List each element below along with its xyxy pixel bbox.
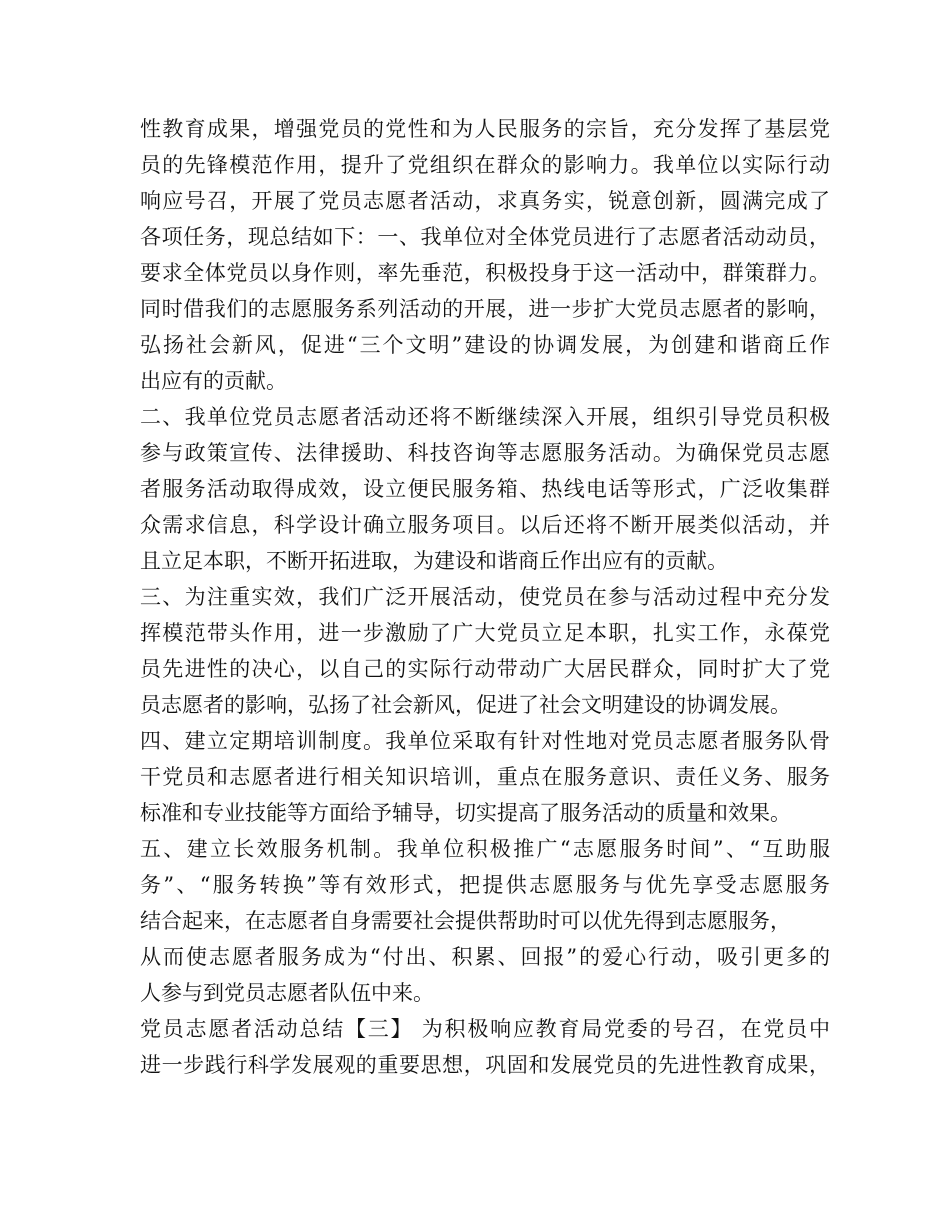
- text-line: 各项任务，现总结如下：一、我单位对全体党员进行了志愿者活动动员，: [140, 225, 830, 249]
- text-line: 出应有的贡献。: [140, 369, 287, 393]
- text-line: 挥模范带头作用，进一步激励了广大党员立足本职，扎实工作，永葆党: [140, 621, 830, 645]
- text-line: 务”、“服务转换”等有效形式，把提供志愿服务与优先享受志愿服务: [140, 873, 830, 897]
- text-line: 参与政策宣传、法律援助、科技咨询等志愿服务活动。为确保党员志愿: [140, 441, 830, 465]
- text-line: 党员志愿者活动总结【三】 为积极响应教育局党委的号召，在党员中: [140, 1017, 830, 1041]
- document-body: [140, 111, 830, 1083]
- text-line: 众需求信息，科学设计确立服务项目。以后还将不断开展类似活动，并: [140, 513, 830, 537]
- text-line: 人参与到党员志愿者队伍中来。: [140, 981, 434, 1005]
- text-line: 员先进性的决心，以自己的实际行动带动广大居民群众，同时扩大了党: [140, 657, 830, 681]
- text-line: 弘扬社会新风，促进“三个文明”建设的协调发展，为创建和谐商丘作: [140, 333, 830, 357]
- text-line: 三、为注重实效，我们广泛开展活动，使党员在参与活动过程中充分发: [140, 585, 830, 609]
- text-line: 四、建立定期培训制度。我单位采取有针对性地对党员志愿者服务队骨: [140, 729, 830, 753]
- text-line: 员志愿者的影响，弘扬了社会新风，促进了社会文明建设的协调发展。: [140, 693, 791, 717]
- text-line: 员的先锋模范作用，提升了党组织在群众的影响力。我单位以实际行动: [140, 153, 830, 177]
- text-line: 结合起来，在志愿者自身需要社会提供帮助时可以优先得到志愿服务，: [140, 909, 791, 933]
- text-line: 者服务活动取得成效，设立便民服务箱、热线电话等形式，广泛收集群: [140, 477, 830, 501]
- text-line: 要求全体党员以身作则，率先垂范，积极投身于这一活动中，群策群力。: [140, 261, 830, 285]
- text-line: 性教育成果，增强党员的党性和为人民服务的宗旨，充分发挥了基层党: [140, 117, 830, 141]
- text-line: 五、建立长效服务机制。我单位积极推广“志愿服务时间”、“互助服: [140, 837, 830, 861]
- text-line: 干党员和志愿者进行相关知识培训，重点在服务意识、责任义务、服务: [140, 765, 830, 789]
- text-line: 二、我单位党员志愿者活动还将不断继续深入开展，组织引导党员积极: [140, 405, 830, 429]
- text-line: 同时借我们的志愿服务系列活动的开展，进一步扩大党员志愿者的影响，: [140, 297, 830, 321]
- text-line: 响应号召，开展了党员志愿者活动，求真务实，锐意创新，圆满完成了: [140, 189, 830, 213]
- text-line: 标准和专业技能等方面给予辅导，切实提高了服务活动的质量和效果。: [140, 801, 791, 825]
- text-line: 从而使志愿者服务成为“付出、积累、回报”的爱心行动，吸引更多的: [140, 945, 830, 969]
- text-line: 且立足本职，不断开拓进取，为建设和谐商丘作出应有的贡献。: [140, 549, 728, 573]
- text-line: 进一步践行科学发展观的重要思想，巩固和发展党员的先进性教育成果，: [140, 1053, 830, 1077]
